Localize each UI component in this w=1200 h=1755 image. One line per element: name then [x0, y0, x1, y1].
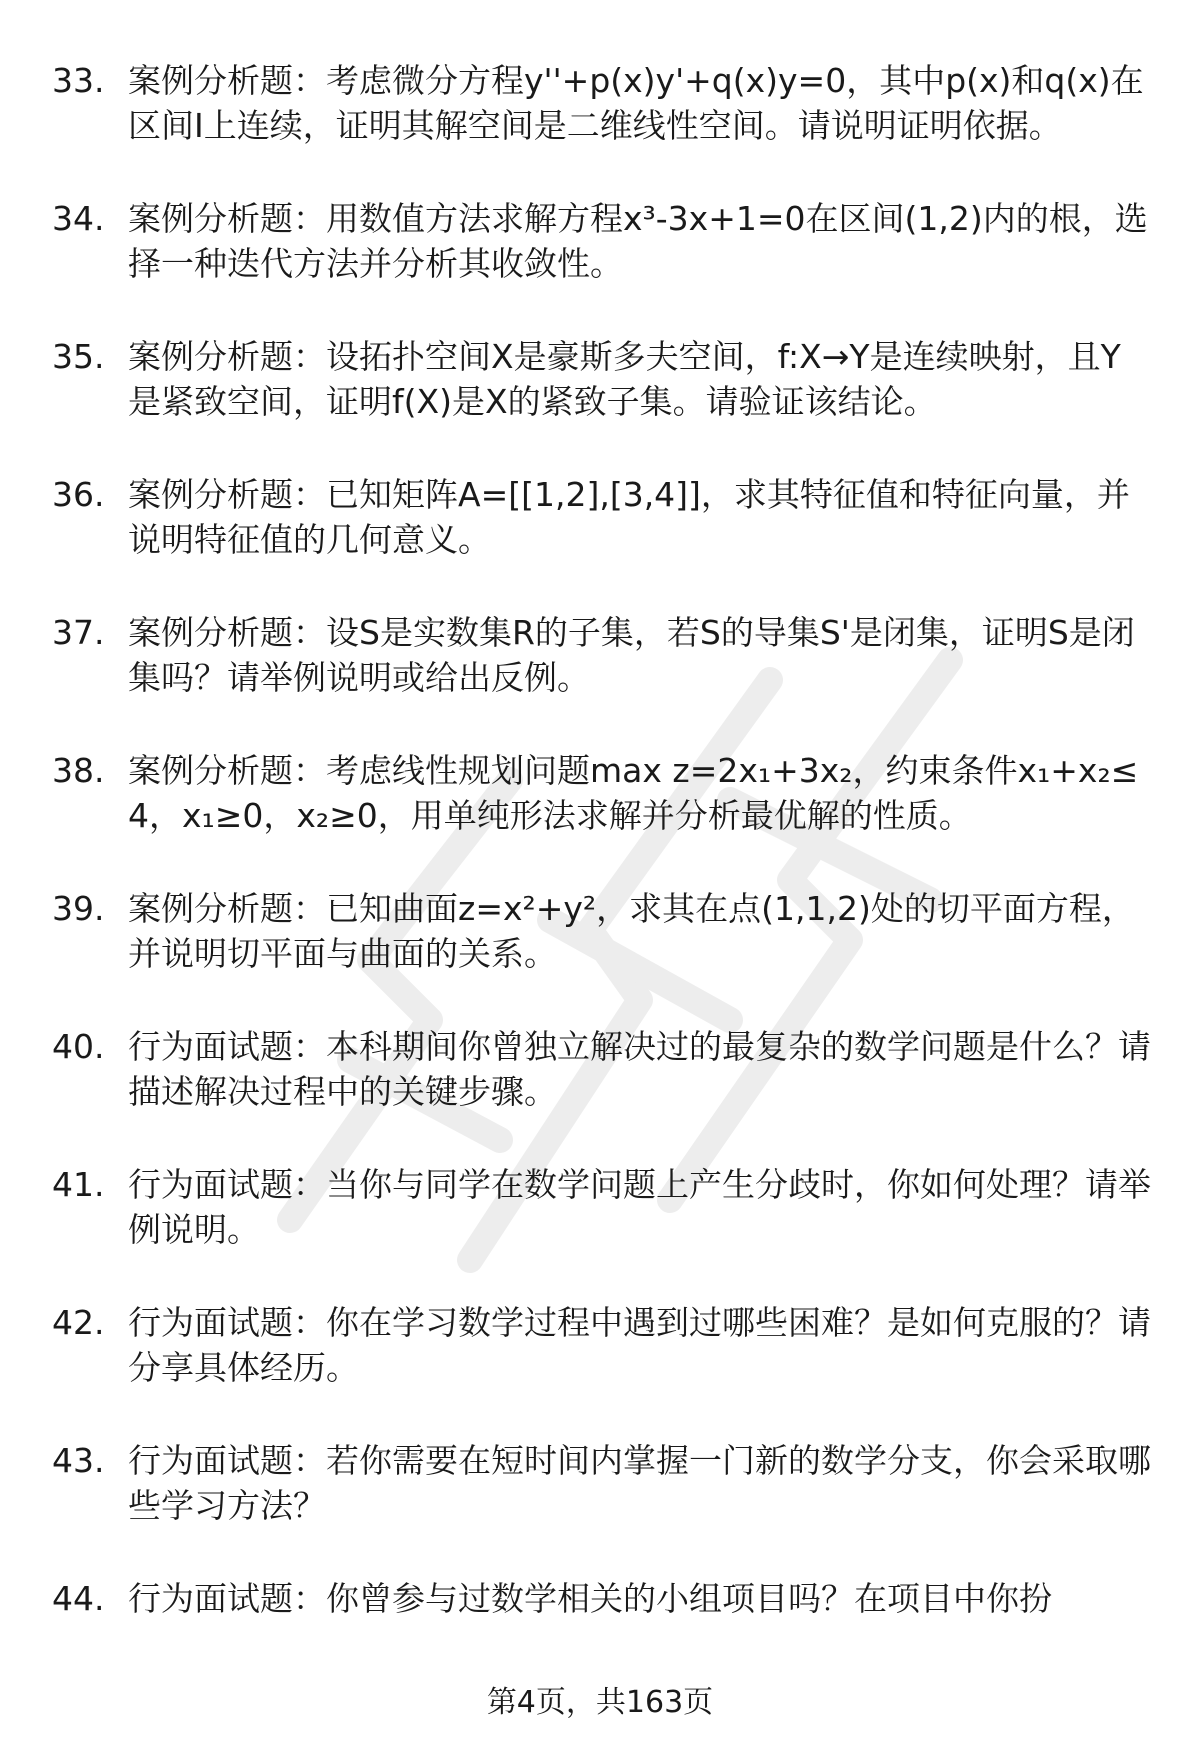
question-number: 40. — [52, 1027, 105, 1066]
question-item — [52, 1162, 1152, 1252]
question-item — [52, 472, 1152, 562]
question-number: 38. — [52, 751, 105, 790]
question-number: 33. — [52, 61, 105, 100]
question-item — [52, 748, 1152, 838]
question-item — [52, 886, 1152, 976]
question-text: 行为面试题：本科期间你曾独立解决过的最复杂的数学问题是什么？请描述解决过程中的关键步骤。 — [128, 1027, 1151, 1111]
question-item — [52, 610, 1152, 700]
question-item — [52, 1300, 1152, 1390]
question-text: 案例分析题：已知矩阵A=[[1,2],[3,4]]，求其特征值和特征向量，并说明特征值的几何意义。 — [128, 475, 1130, 559]
question-item — [52, 1438, 1152, 1528]
question-text: 案例分析题：设拓扑空间X是豪斯多夫空间，f:X→Y是连续映射，且Y是紧致空间，证明f(X)是X的紧致子集。请验证该结论。 — [128, 337, 1121, 421]
question-number: 36. — [52, 475, 105, 514]
question-item — [52, 334, 1152, 424]
question-number: 43. — [52, 1441, 105, 1480]
question-text: 行为面试题：当你与同学在数学问题上产生分歧时，你如何处理？请举例说明。 — [128, 1165, 1151, 1249]
question-number: 35. — [52, 337, 105, 376]
question-list — [52, 58, 1152, 1669]
question-item — [52, 196, 1152, 286]
question-text: 行为面试题：你曾参与过数学相关的小组项目吗？在项目中你扮 — [128, 1579, 1052, 1618]
question-text: 案例分析题：设S是实数集R的子集，若S的导集S'是闭集，证明S是闭集吗？请举例说明或给出反例。 — [128, 613, 1135, 697]
question-text: 行为面试题：若你需要在短时间内掌握一门新的数学分支，你会采取哪些学习方法？ — [128, 1441, 1151, 1525]
question-text: 行为面试题：你在学习数学过程中遇到过哪些困难？是如何克服的？请分享具体经历。 — [128, 1303, 1151, 1387]
question-text: 案例分析题：用数值方法求解方程x³-3x+1=0在区间(1,2)内的根，选择一种迭代方法并分析其收敛性。 — [128, 199, 1148, 283]
question-number: 42. — [52, 1303, 105, 1342]
question-text: 案例分析题：已知曲面z=x²+y²，求其在点(1,1,2)处的切平面方程，并说明切平面与曲面的关系。 — [128, 889, 1135, 973]
question-number: 39. — [52, 889, 105, 928]
page-footer: 第4页，共163页 — [486, 1685, 714, 1720]
question-text: 案例分析题：考虑线性规划问题max z=2x₁+3x₂，约束条件x₁+x₂≤4，x₁≥0，x₂≥0，用单纯形法求解并分析最优解的性质。 — [128, 751, 1139, 835]
question-number: 37. — [52, 613, 105, 652]
question-item — [52, 1024, 1152, 1114]
question-item — [52, 58, 1152, 148]
question-text: 案例分析题：考虑微分方程y''+p(x)y'+q(x)y=0，其中p(x)和q(x)在区间I上连续，证明其解空间是二维线性空间。请说明证明依据。 — [128, 61, 1144, 145]
question-item — [52, 1576, 1152, 1621]
question-number: 44. — [52, 1579, 105, 1618]
question-number: 41. — [52, 1165, 105, 1204]
question-number: 34. — [52, 199, 105, 238]
